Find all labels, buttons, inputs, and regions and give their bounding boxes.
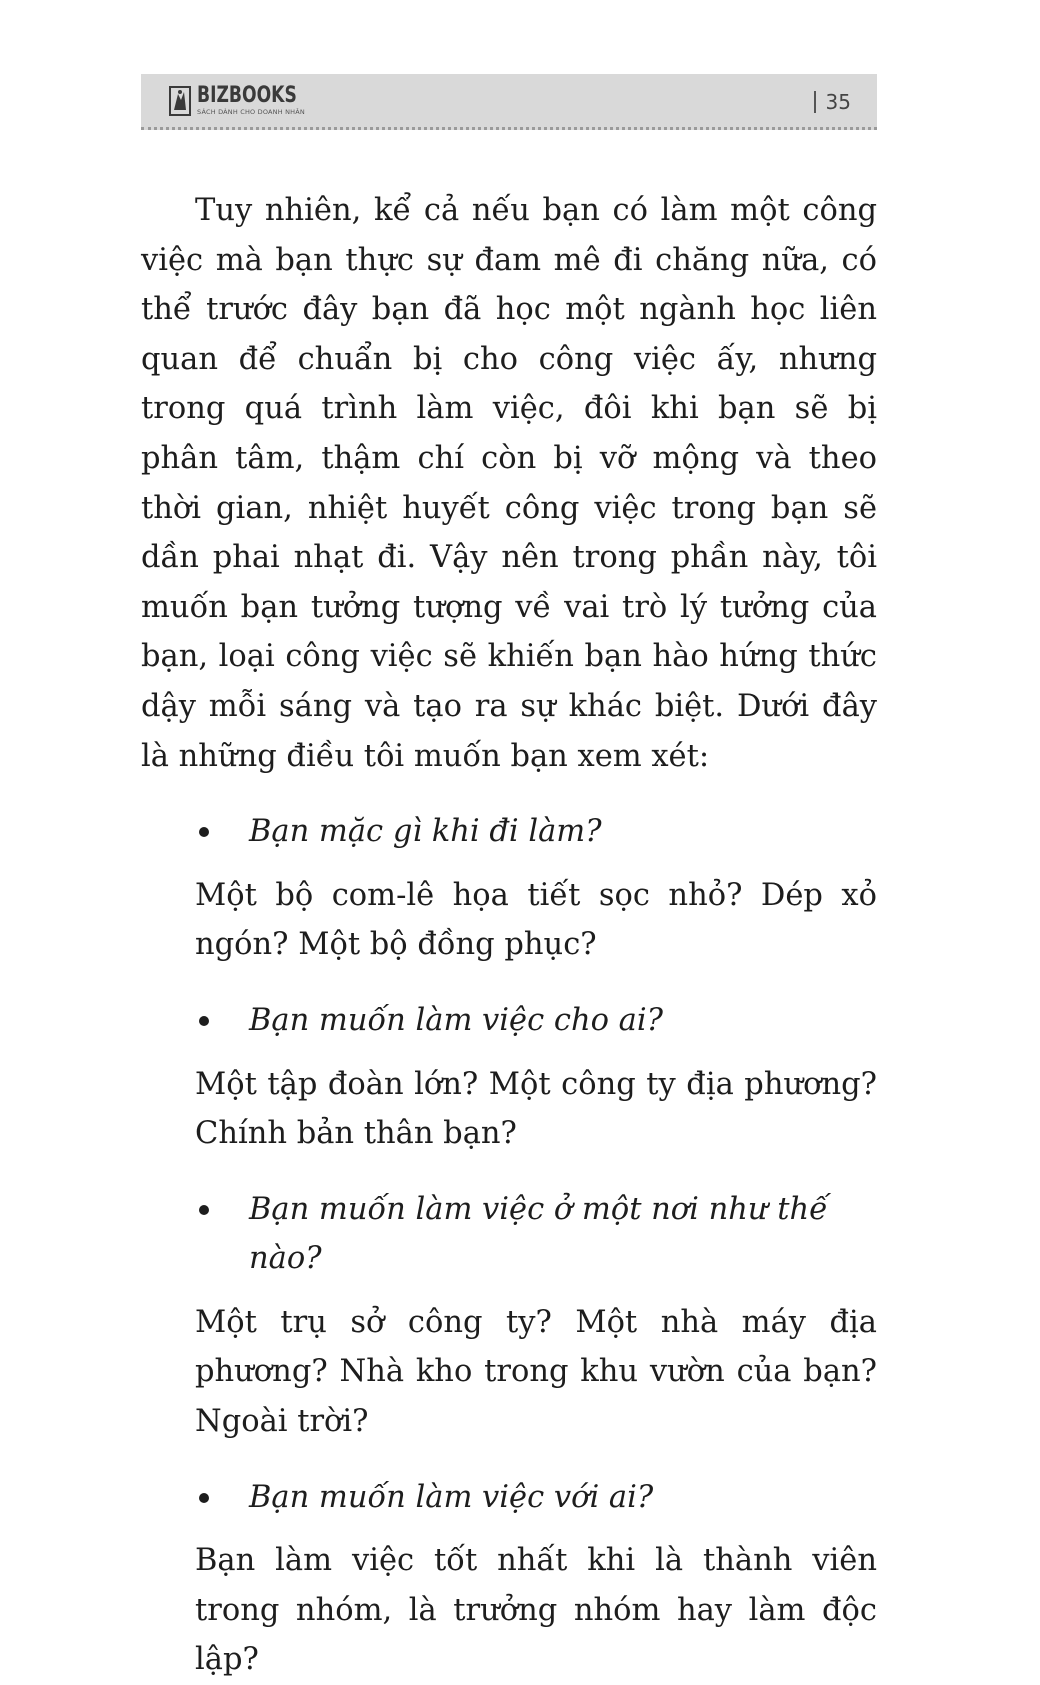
question-text: Bạn muốn làm việc với ai? xyxy=(249,1479,654,1515)
bullet-icon xyxy=(199,1205,209,1215)
bullet-question xyxy=(141,996,877,1046)
page-header xyxy=(141,74,877,130)
page-number-value: 35 xyxy=(825,90,851,114)
bizbooks-logo xyxy=(169,84,325,122)
question-text: Bạn muốn làm việc cho ai? xyxy=(249,1002,663,1038)
intro-paragraph: Tuy nhiên, kể cả nếu bạn có làm một công việc mà bạn thực sự đam mê đi chăng nữa, có thể trước đây bạn đã học một ngành học liên quan để chuẩn bị cho công việc ấy, nhưng trong quá trình làm việc, đôi khi bạn sẽ bị phân tâm, thậm chí còn bị vỡ mộng và theo thời gian, nhiệt huyết công việc trong bạn sẽ dần phai nhạt đi. Vậy nên trong phần này, tôi muốn bạn tưởng tượng về vai trò lý tưởng của bạn, loại công việc sẽ khiến bạn hào hứng thức dậy mỗi sáng và tạo ra sự khác biệt. Dưới đây là những điều tôi muốn bạn xem xét: xyxy=(141,193,877,774)
bullet-icon xyxy=(199,827,209,837)
page-number xyxy=(814,90,851,114)
list-item xyxy=(141,1473,877,1685)
list-item xyxy=(141,996,877,1159)
answer-text: Một trụ sở công ty? Một nhà máy địa phương? Nhà kho trong khu vườn của bạn? Ngoài trời? xyxy=(195,1304,877,1440)
page-body xyxy=(141,186,877,1685)
bizbooks-logo-icon xyxy=(169,86,191,116)
bullet-question xyxy=(141,807,877,857)
bullet-icon xyxy=(199,1493,209,1503)
list-item xyxy=(141,807,877,970)
brand-tagline: SÁCH DÀNH CHO DOANH NHÂN xyxy=(197,108,305,116)
bullet-icon xyxy=(199,1016,209,1026)
bullet-question xyxy=(141,1473,877,1523)
question-text: Bạn mặc gì khi đi làm? xyxy=(249,814,602,850)
answer-text: Bạn làm việc tốt nhất khi là thành viên trong nhóm, là trưởng nhóm hay làm độc lập? xyxy=(195,1543,877,1678)
answer-text: Một bộ com-lê họa tiết sọc nhỏ? Dép xỏ ngón? Một bộ đồng phục? xyxy=(195,877,877,963)
brand-name: BIZBOOKS xyxy=(197,83,297,108)
answer-text: Một tập đoàn lớn? Một công ty địa phương? Chính bản thân bạn? xyxy=(195,1066,877,1152)
list-item xyxy=(141,1185,877,1447)
question-text: Bạn muốn làm việc ở một nơi như thế nào? xyxy=(249,1191,828,1277)
bullet-question xyxy=(141,1185,877,1284)
page-number-divider xyxy=(814,91,816,113)
